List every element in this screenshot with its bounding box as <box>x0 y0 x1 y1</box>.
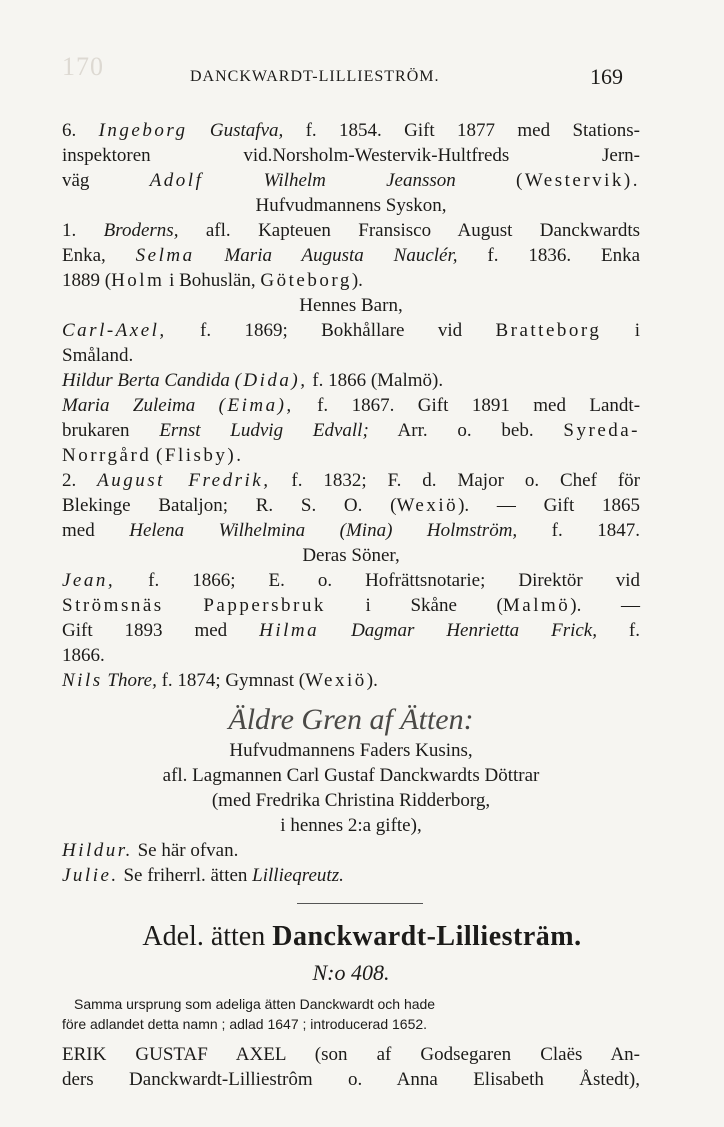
entry-line: Strömsnäs Pappersbruk i Skåne (Malmö). — <box>62 595 641 616</box>
subheading: Deras Söner, <box>302 545 400 566</box>
entry-line: Hildur Berta Candida (Dida), f. 1866 (Malmö). <box>62 370 444 391</box>
entry-line: Jean, f. 1866; E. o. Hofrättsnotarie; Direktör vid <box>62 570 640 591</box>
note-line: Samma ursprung som adeliga ätten Danckwardt och hade <box>74 996 436 1012</box>
entry-line: inspektoren vid.Norsholm-Westervik-Hultfreds Jern- <box>62 145 640 166</box>
subheading: afl. Lagmannen Carl Gustaf Danckwardts Döttrar <box>162 765 540 786</box>
entry-line: ders Danckwardt-Lilliestrôm o. Anna Elisabeth Åstedt), <box>62 1069 640 1090</box>
entry-line: 2. August Fredrik, f. 1832; F. d. Major o. Chef för <box>62 470 641 491</box>
entry-line: 1. Broderns, afl. Kapteuen Fransisco August Danckwardts <box>62 220 641 241</box>
entry-line: brukaren Ernst Ludvig Edvall; Arr. o. beb. Syreda- <box>62 420 641 441</box>
entry-line: Norrgård (Flisby). <box>62 445 244 466</box>
subheading: i hennes 2:a gifte), <box>280 815 422 836</box>
entry-line: Blekinge Bataljon; R. S. O. (Wexiö). — Gift 1865 <box>62 495 641 516</box>
section-divider <box>297 903 423 904</box>
branch-heading: Äldre Gren af Ätten: <box>228 703 474 736</box>
note-line: före adlandet detta namn ; adlad 1647 ; introducerad 1652. <box>62 1016 428 1032</box>
entry-line: väg Adolf Wilhelm Jeansson (Westervik). <box>62 170 640 191</box>
entry-line: Gift 1893 med Hilma Dagmar Henrietta Frick, f. <box>62 620 640 641</box>
subheading: Hennes Barn, <box>299 295 403 316</box>
page-number: 169 <box>590 64 623 89</box>
entry-line: Carl-Axel, f. 1869; Bokhållare vid Bratteborg i <box>62 320 641 341</box>
entry-line: 6. Ingeborg Gustafva, f. 1854. Gift 1877 med Stations- <box>62 120 641 141</box>
entry-line: Enka, Selma Maria Augusta Nauclér, f. 1836. Enka <box>62 245 641 266</box>
section-number: N:o 408. <box>312 960 390 985</box>
subheading: Hufvudmannens Faders Kusins, <box>229 740 473 761</box>
entry-line: med Helena Wilhelmina (Mina) Holmström, f. 1847. <box>62 520 640 541</box>
entry-line: Småland. <box>62 345 134 366</box>
entry-line: Maria Zuleima (Eima), f. 1867. Gift 1891 med Landt- <box>62 395 641 416</box>
entry-line: Julie. Se friherrl. ätten Lillieqreutz. <box>62 865 344 886</box>
bleed-through-number: 170 <box>62 52 104 81</box>
entry-line: Hildur. Se här ofvan. <box>62 840 239 861</box>
entry-line: 1866. <box>62 645 105 666</box>
subheading: (med Fredrika Christina Ridderborg, <box>211 790 491 811</box>
running-header: DANCKWARDT-LILLIESTRÖM. <box>190 68 440 85</box>
entry-line: 1889 (Holm i Bohuslän, Göteborg). <box>62 270 363 291</box>
subheading: Hufvudmannens Syskon, <box>255 195 447 216</box>
section-title: Adel. ätten Danckwardt-Lilliesträm. <box>142 921 582 952</box>
entry-line: Nils Thore, f. 1874; Gymnast (Wexiö). <box>62 670 378 691</box>
entry-line: ERIK GUSTAF AXEL (son af Godsegaren Claës An- <box>62 1044 640 1065</box>
